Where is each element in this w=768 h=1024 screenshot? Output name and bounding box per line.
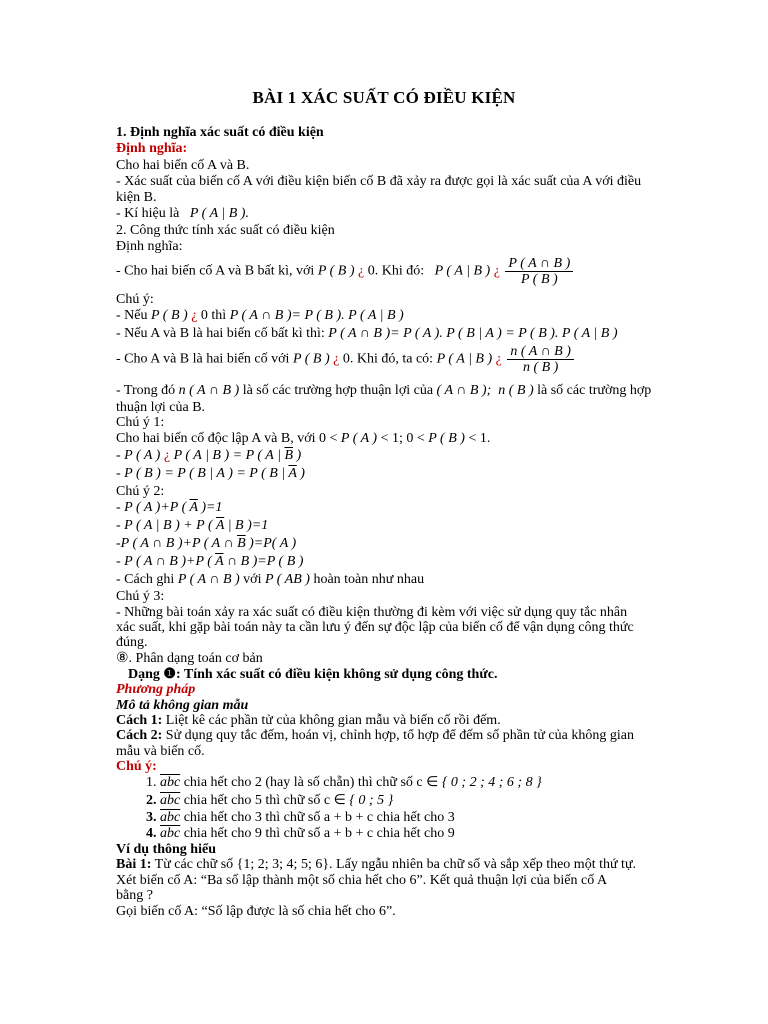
text-segment: hoàn toàn như nhau [313,572,425,587]
text-segment: - Cho hai biến cố A và B bất kì, với [116,263,315,279]
text-segment: - Cho A và B là hai biến cố với [116,351,290,367]
note-line [116,307,404,324]
math-expression: P ( A ∩ B )= P ( A ). P ( B | A ) = P ( B ). P ( A | B ) [328,326,618,341]
rule-number: 1. [146,775,157,790]
text-line: Gọi biến cố A: “Số lập được là số chia hết cho 6”. [116,904,396,919]
text-line: - Những bài toán xảy ra xác suất có điều kiện thường đi kèm với việc sử dụng quy tắc nhân [116,605,628,620]
math-expression: P ( A ) [340,431,378,446]
math-expression: n ( A ∩ B ) [178,383,240,398]
math-expression: ( A ∩ B ); n ( B ) [436,383,534,398]
glyph: ¿ [358,263,365,279]
formula-line [116,256,575,287]
text-segment: Từ các chữ số {1; 2; 3; 4; 5; 6}. Lấy ngẫu nhiên ba chữ số và sắp xếp theo một thứ tự. [154,857,637,872]
note-line [116,325,618,342]
definition-label: Định nghĩa: [116,141,188,156]
section-definition-heading: 1. Định nghĩa xác suất có điều kiện [116,125,324,140]
math-expression: - P ( A ∩ B )+P ( $\overline{A}$ ∩ B )=P ( B ) [116,554,304,569]
rule-number: 4. [146,826,157,841]
text-segment: chia hết cho 9 thì chữ số a + b + c chia hết cho 9 [183,826,455,841]
rule-item [146,809,455,826]
text-line: Xét biến cố A: “Ba số lập thành một số chia hết cho 6”. Kết quả thuận lợi của biến cố A [116,873,608,888]
text-line: xác suất, khi gặp bài toán này ta cần lưu ý đến sự độc lập của biến cố để vận dụng công thức [116,620,634,635]
section-classification-heading: ⑧. Phân dạng toán cơ bản [116,651,263,666]
math-expression: P ( A | B ) [436,351,493,367]
text-line: bằng ? [116,888,153,903]
rule-number: 2. [146,793,157,808]
section-formula-heading: 2. Công thức tính xác suất có điều kiện [116,223,335,238]
text-line: mẫu và biến cố. [116,744,205,759]
glyph: ¿ [495,351,502,367]
text-line [116,856,636,873]
notation-line [116,205,249,222]
text-segment: Cho hai biến cố độc lập A và B, với 0 < [116,431,338,446]
formula-line [116,553,303,570]
count-formula-line [116,344,576,375]
text-segment: - Cách ghi [116,572,175,587]
text-line [116,571,424,588]
text-line [116,430,490,447]
method-label: Phương pháp [116,682,196,697]
text-line [116,382,651,399]
text-segment: chia hết cho 5 thì chữ số c ∈ [183,793,346,808]
math-expression: P ( A | B ) [427,263,491,279]
note-label: Chú ý: [116,759,157,774]
text-segment: 0. Khi đó, ta có: [342,351,434,367]
rule-item [146,825,455,842]
math-expression: P ( AB ) [264,572,310,587]
math-expression: P ( A ∩ B ) [177,572,240,587]
math-expression: $\overline{abc}$ [160,810,181,825]
math-expression: P ( B ) [292,351,330,367]
text-line: Cho hai biến cố A và B. [116,158,250,173]
note-label: Chú ý 1: [116,415,165,430]
step-label: Cách 2: [116,728,163,743]
math-expression: - P ( A )+P ( $\overline{A}$ )=1 [116,500,223,515]
glyph: ¿ [493,263,500,279]
fraction: $\frac{P ( A \cap B )}{P ( B )}$ [505,256,573,287]
text-segment: Liệt kê các phần tử của không gian mẫu và biến cố rồi đếm. [165,713,501,728]
text-line: thuận lợi của B. [116,400,206,415]
math-expression: $\overline{abc}$ [160,775,181,790]
exercise-label: Bài 1: [116,857,152,872]
text-line: - Xác suất của biến cố A với điều kiện biến cố B đã xảy ra được gọi là xác suất của A với điều [116,174,642,189]
formula-line [116,517,268,534]
note-label: Chú ý 3: [116,589,165,604]
math-expression: $\overline{abc}$ [160,826,181,841]
step-label: Cách 1: [116,713,163,728]
math-expression: -P ( A ∩ B )+P ( A ∩ $\overline{B}$ )=P( A ) [116,536,297,551]
text-segment: - Nếu A và B là hai biến cố bất kì thì: [116,326,325,341]
text-line [116,727,634,744]
text-segment: 0. Khi đó: [367,263,425,279]
math-expression: P ( A ∩ B )= P ( B ). P ( A | B ) [229,308,404,323]
rule-item [146,792,393,809]
rule-number: 3. [146,810,157,825]
formula-line [116,499,222,516]
formula-line [116,447,301,464]
text-segment: với [243,572,262,587]
text-segment: 0 thì [200,308,227,323]
text-segment: là số các trường hợp thuận lợi của [242,383,434,398]
note-label: Chú ý 2: [116,484,165,499]
sample-space-label: Mô tả không gian mẫu [116,698,249,713]
math-expression: - P ( A ) ¿ P ( A | B ) = P ( A | $\overline{B}$ ) [116,448,302,463]
text-line: kiện B. [116,190,157,205]
math-expression: - P ( A | B ) + P ( $\overline{A}$ | B )=1 [116,518,269,533]
formula-line [116,465,305,482]
math-expression: - P ( B ) = P ( B | A ) = P ( B | $\overline{A}$ ) [116,466,305,481]
math-expression: P ( A | B ). [182,206,249,221]
fraction: $\frac{n ( A \cap B )}{n ( B )}$ [507,344,574,375]
rule-item [146,774,542,791]
math-expression: P ( B ) [317,263,355,279]
text-segment: - Trong đó [116,383,176,398]
text-line: đúng. [116,635,148,650]
text-segment: Sử dụng quy tắc đếm, hoán vị, chỉnh hợp, tổ hợp để đếm số phần tử của không gian [165,728,634,743]
text-segment: < 1. [468,431,491,446]
page-title: BÀI 1 XÁC SUẤT CÓ ĐIỀU KIỆN [252,88,516,107]
formula-line [116,535,296,552]
math-expression: { 0 ; 2 ; 4 ; 6 ; 8 } [441,775,542,790]
glyph: ¿ [333,351,340,367]
note-label: Chú ý: [116,292,154,307]
text-segment: - Nếu [116,308,148,323]
math-expression: P ( B ) [428,431,465,446]
problem-type-heading: Dạng ❶: Tính xác suất có điều kiện không sử dụng công thức. [128,667,498,682]
example-heading: Ví dụ thông hiểu [116,842,216,857]
text-segment: chia hết cho 2 (hay là số chẵn) thì chữ số c ∈ [183,775,439,790]
text-segment: - Kí hiệu là [116,206,180,221]
glyph: ¿ [191,308,198,323]
math-expression: { 0 ; 5 } [349,793,394,808]
definition-label: Định nghĩa: [116,239,183,254]
text-segment: chia hết cho 3 thì chữ số a + b + c chia hết cho 3 [183,810,455,825]
text-segment: là số các trường hợp [537,383,652,398]
math-expression: P ( B ) [151,308,188,323]
math-expression: $\overline{abc}$ [160,793,181,808]
text-segment: < 1; 0 < [380,431,425,446]
